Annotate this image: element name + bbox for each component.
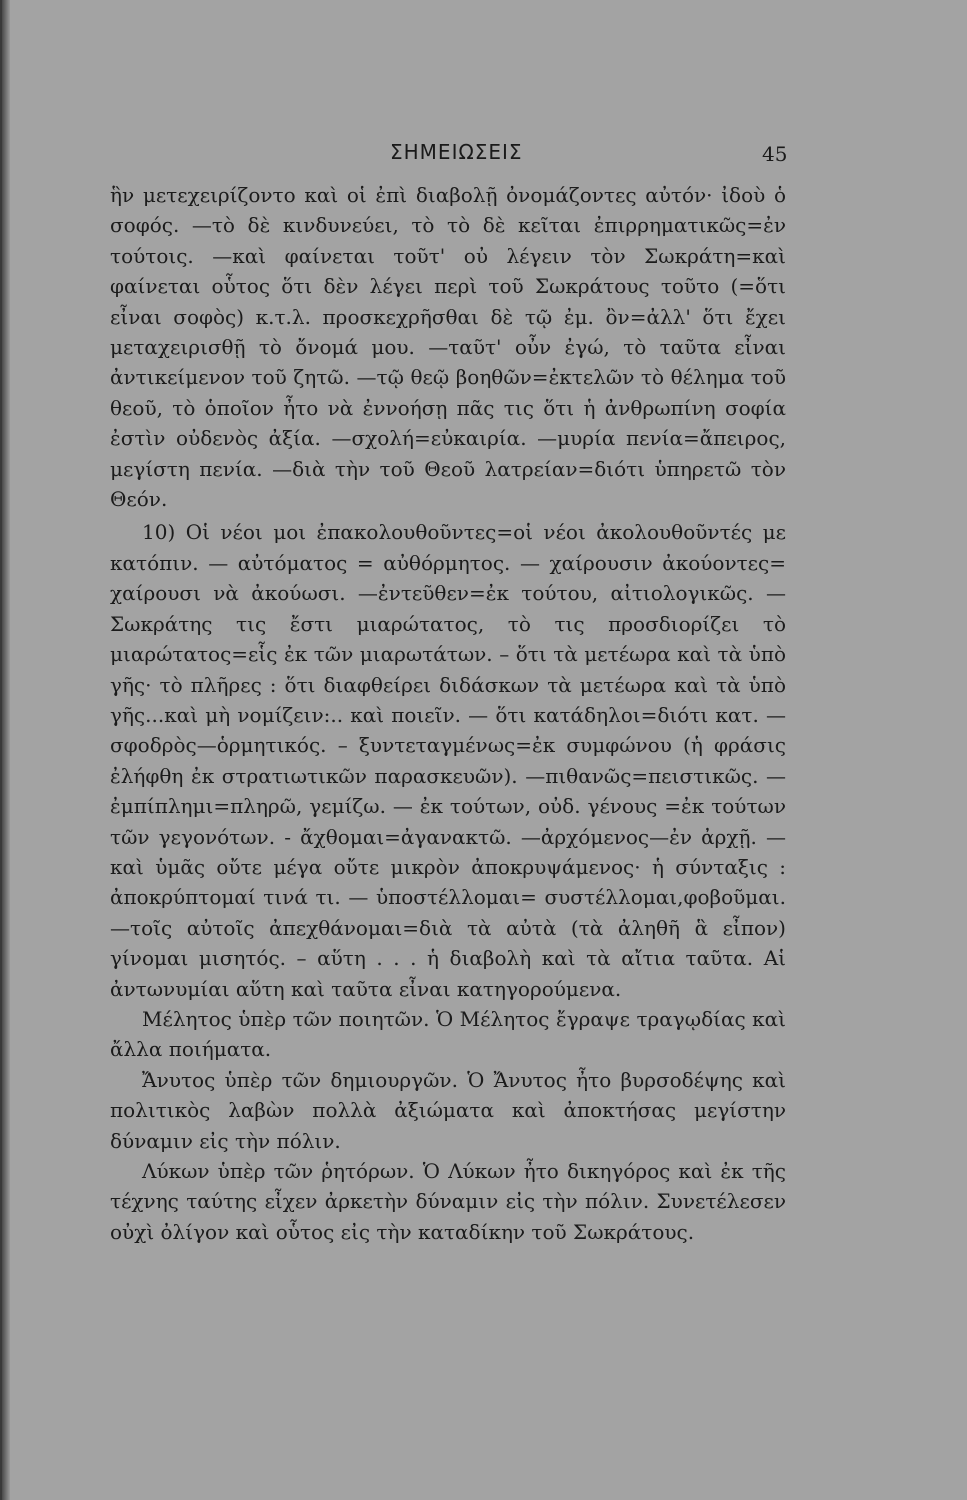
body-text [110,180,786,1247]
paragraph-anytos: Ἄνυτος ὑπὲρ τῶν δημιουργῶν. Ὁ Ἄνυτος ἦτο βυρσοδέψης καὶ πολιτικὸς λαβὼν πολλὰ ἀξιώματα καὶ ἀποκτήσας μεγίστην δύναμιν εἰς τὴν πόλιν. [110,1067,786,1153]
page-number: 45 [762,142,788,166]
running-title: ΣΗΜΕΙΩΣΕΙΣ [390,140,523,164]
paragraph-lykon: Λύκων ὑπὲρ τῶν ῥητόρων. Ὁ Λύκων ἦτο δικηγόρος καὶ ἐκ τῆς τέχνης ταύτης εἶχεν ἀρκετὴν δύναμιν εἰς τὴν πόλιν. Συνετέλεσεν οὐχὶ ὀλίγον καὶ οὗτος εἰς τὴν καταδίκην τοῦ Σωκράτους. [110,1159,786,1244]
paragraph-note-10: 10) Οἱ νέοι μοι ἐπακολουθοῦντες=οἱ νέοι ἀκολουθοῦντές με κατόπιν. — αὐτόματος = αὐθόρμητος. — χαίρουσιν ἀκούοντες= χαίρουσι νὰ ἀκούωσι. —ἐντεῦθεν=ἐκ τούτου, αἰτιολογικῶς. — Σωκράτης τις ἔστι μιαρώτατος, τὸ τις προσδιορίζει τὸ μιαρώτατος=εἷς ἐκ τῶν μιαρωτάτων. – ὅτι τὰ μετέωρα καὶ τὰ ὑπὸ γῆς· τὸ πλῆρες : ὅτι διαφθείρει διδάσκων τὰ μετέωρα καὶ τὰ ὑπὸ γῆς...καὶ μὴ νομίζειν:.. καὶ ποιεῖν. — ὅτι κατάδηλοι=διότι κατ. —σφοδρὸς—ὁρμητικός. – ξυντεταγμένως=ἐκ συμφώνου (ἡ φράσις ἐλήφθη ἐκ στρατιωτικῶν παρασκευῶν). —πιθανῶς=πειστικῶς. —ἐμπίπλημι=πληρῶ, γεμίζω. — ἐκ τούτων, οὐδ. γένους =ἐκ τούτων τῶν γεγονότων. - ἄχθομαι=ἀγανακτῶ. —ἀρχόμενος—ἐν ἀρχῇ. — καὶ ὑμᾶς οὔτε μέγα οὔτε μικρὸν ἀποκρυψάμενος· ἡ σύνταξις : ἀποκρύπτομαί τινά τι. — ὑποστέλλομαι= συστέλλομαι,φοβοῦμαι. —τοῖς αὐτοῖς ἀπεχθάνομαι=διὰ τὰ αὐτὰ (τὰ ἀληθῆ ἃ εἶπον) γίνομαι μισητός. – αὕτη . . . ἡ διαβολὴ καὶ τὰ αἴτια ταῦτα. Αἱ ἀντωνυμίαι αὕτη καὶ ταῦτα εἶναι κατηγορούμενα. [110,520,786,1001]
page-header [2,140,967,170]
binding-edge [2,0,10,1500]
paragraph-continued: ἣν μετεχειρίζοντο καὶ οἱ ἐπὶ διαβολῇ ὀνομάζοντες αὐτόν· ἰδοὺ ὁ σοφός. —τὸ δὲ κινδυνεύει, τὸ τὸ δὲ κεῖται ἐπιρρηματικῶς=ἐν τούτοις. —καὶ φαίνεται τοῦτ' οὐ λέγειν τὸν Σωκράτη=καὶ φαίνεται οὗτος ὅτι δὲν λέγει περὶ τοῦ Σωκράτους τοῦτο (=ὅτι εἶναι σοφὸς) κ.τ.λ. προσκεχρῆσθαι δὲ τῷ ἐμ. ὂν=ἀλλ' ὅτι ἔχει μεταχειρισθῇ τὸ ὄνομά μου. —ταῦτ' οὖν ἐγώ, τὸ ταῦτα εἶναι ἀντικείμενον τοῦ ζητῶ. —τῷ θεῷ βοηθῶν=ἐκτελῶν τὸ θέλημα τοῦ θεοῦ, τὸ ὁποῖον ἦτο νὰ ἐννοήσῃ πᾶς τις ὅτι ἡ ἀνθρωπίνη σοφία ἐστὶν οὐδενὸς ἀξία. —σχολή=εὐκαιρία. —μυρία πενία=ἄπειρος, μεγίστη πενία. —διὰ τὴν τοῦ Θεοῦ λατρείαν=διότι ὑπηρετῶ τὸν Θεόν. [110,183,786,512]
paragraph-meletos: Μέλητος ὑπὲρ τῶν ποιητῶν. Ὁ Μέλητος ἔγραψε τραγῳδίας καὶ ἄλλα ποιήματα. [110,1006,786,1062]
